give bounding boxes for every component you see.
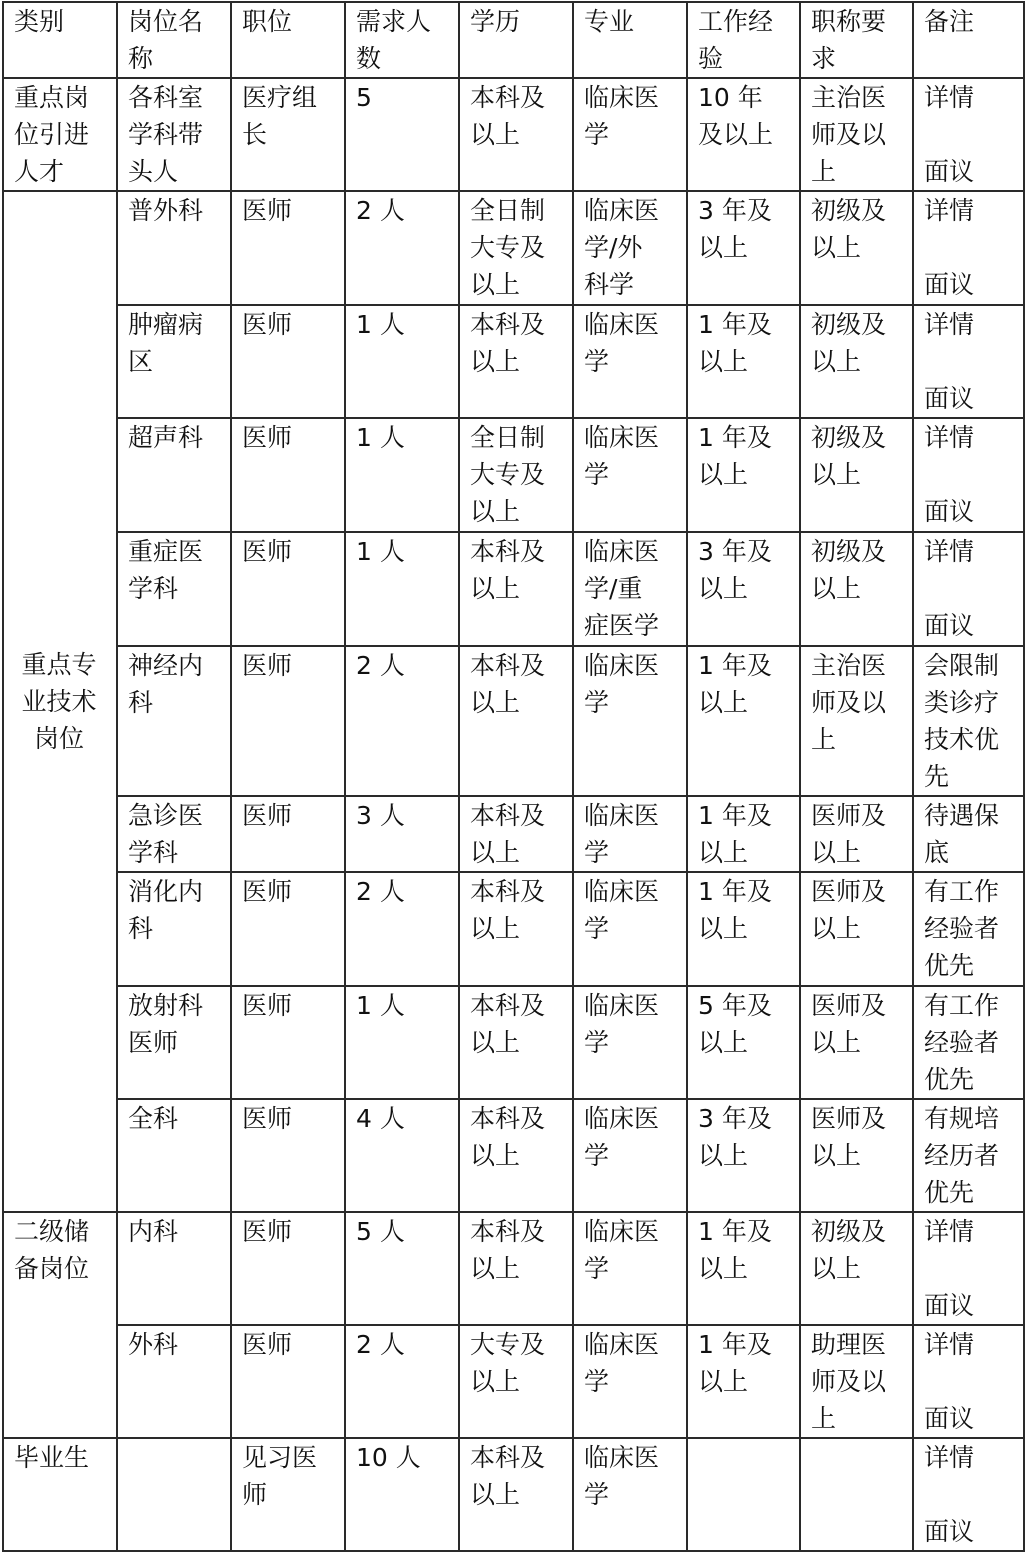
cell-title-requirement: 初级及 以上 (800, 418, 913, 532)
cell-title-requirement (800, 1438, 913, 1551)
cell-count: 3 人 (345, 796, 459, 872)
cell-title-requirement: 初级及 以上 (800, 191, 913, 305)
cell-post: 普外科 (117, 191, 231, 305)
cell-count: 2 人 (345, 191, 459, 305)
cell-education: 本科及 以上 (459, 986, 573, 1099)
cell-major: 临床医 学/外 科学 (573, 191, 687, 305)
cell-position: 医师 (231, 532, 345, 646)
cell-note: 详情 面议 (913, 78, 1024, 191)
cell-position: 医师 (231, 646, 345, 796)
table-row (3, 532, 1024, 646)
cell-experience: 1 年及 以上 (687, 796, 800, 872)
cell-experience: 5 年及 以上 (687, 986, 800, 1099)
cell-major: 临床医 学 (573, 1099, 687, 1212)
header-post-name: 岗位名 称 (117, 2, 231, 78)
header-education: 学历 (459, 2, 573, 78)
cell-major: 临床医 学 (573, 796, 687, 872)
cell-post (117, 1438, 231, 1551)
cell-experience: 1 年及 以上 (687, 418, 800, 532)
cell-education: 本科及 以上 (459, 1212, 573, 1325)
recruitment-table (2, 1, 1025, 1552)
cell-post: 超声科 (117, 418, 231, 532)
cell-count: 2 人 (345, 646, 459, 796)
cell-experience: 1 年及 以上 (687, 646, 800, 796)
cell-experience: 1 年及 以上 (687, 872, 800, 986)
cell-education: 本科及 以上 (459, 305, 573, 418)
header-category: 类别 (3, 2, 117, 78)
cell-count: 5 (345, 78, 459, 191)
cell-experience: 1 年及 以上 (687, 1212, 800, 1325)
table-row (3, 1438, 1024, 1551)
cell-title-requirement: 医师及 以上 (800, 986, 913, 1099)
cell-count: 4 人 (345, 1099, 459, 1212)
cell-position: 医师 (231, 1212, 345, 1325)
cell-note: 有规培 经历者 优先 (913, 1099, 1024, 1212)
cell-post: 全科 (117, 1099, 231, 1212)
cell-experience: 3 年及 以上 (687, 1099, 800, 1212)
cell-note: 有工作 经验者 优先 (913, 872, 1024, 986)
cell-post: 重症医 学科 (117, 532, 231, 646)
cell-major: 临床医 学 (573, 872, 687, 986)
cell-position: 医师 (231, 1099, 345, 1212)
cell-note: 详情 面议 (913, 305, 1024, 418)
cell-experience: 1 年及 以上 (687, 1325, 800, 1438)
header-title-requirement: 职称要 求 (800, 2, 913, 78)
cell-major: 临床医 学 (573, 78, 687, 191)
cell-count: 2 人 (345, 1325, 459, 1438)
cell-position: 医师 (231, 986, 345, 1099)
cell-title-requirement: 初级及 以上 (800, 305, 913, 418)
cell-education: 本科及 以上 (459, 532, 573, 646)
table-row (3, 418, 1024, 532)
category-key-tech: 重点专 业技术 岗位 (3, 191, 117, 1212)
table-row (3, 796, 1024, 872)
header-experience: 工作经 验 (687, 2, 800, 78)
cell-note: 详情 面议 (913, 191, 1024, 305)
cell-title-requirement: 医师及 以上 (800, 1099, 913, 1212)
cell-post: 神经内 科 (117, 646, 231, 796)
table-row (3, 872, 1024, 986)
table-row (3, 1099, 1024, 1212)
cell-note: 详情 面议 (913, 418, 1024, 532)
cell-title-requirement: 初级及 以上 (800, 532, 913, 646)
cell-position: 医师 (231, 418, 345, 532)
cell-post: 急诊医 学科 (117, 796, 231, 872)
table-row (3, 78, 1024, 191)
cell-position: 见习医 师 (231, 1438, 345, 1551)
cell-note: 详情 面议 (913, 1438, 1024, 1551)
cell-count: 5 人 (345, 1212, 459, 1325)
cell-title-requirement: 助理医 师及以 上 (800, 1325, 913, 1438)
table-row (3, 646, 1024, 796)
category-reserve: 二级储 备岗位 (3, 1212, 117, 1438)
category-graduate: 毕业生 (3, 1438, 117, 1551)
header-count: 需求人 数 (345, 2, 459, 78)
table-row (3, 1325, 1024, 1438)
cell-title-requirement: 主治医 师及以 上 (800, 78, 913, 191)
cell-education: 本科及 以上 (459, 1438, 573, 1551)
cell-major: 临床医 学 (573, 305, 687, 418)
cell-position: 医师 (231, 191, 345, 305)
cell-post: 各科室 学科带 头人 (117, 78, 231, 191)
cell-count: 1 人 (345, 532, 459, 646)
table-row (3, 305, 1024, 418)
cell-position: 医师 (231, 305, 345, 418)
cell-title-requirement: 医师及 以上 (800, 796, 913, 872)
cell-major: 临床医 学 (573, 1438, 687, 1551)
cell-major: 临床医 学 (573, 986, 687, 1099)
cell-count: 2 人 (345, 872, 459, 986)
header-position: 职位 (231, 2, 345, 78)
cell-major: 临床医 学 (573, 418, 687, 532)
header-major: 专业 (573, 2, 687, 78)
cell-post: 肿瘤病 区 (117, 305, 231, 418)
cell-education: 本科及 以上 (459, 796, 573, 872)
cell-post: 内科 (117, 1212, 231, 1325)
header-row (3, 2, 1024, 78)
cell-title-requirement: 医师及 以上 (800, 872, 913, 986)
cell-note: 详情 面议 (913, 1212, 1024, 1325)
cell-education: 大专及 以上 (459, 1325, 573, 1438)
cell-experience: 3 年及 以上 (687, 191, 800, 305)
cell-post: 消化内 科 (117, 872, 231, 986)
cell-experience: 10 年 及以上 (687, 78, 800, 191)
cell-title-requirement: 初级及 以上 (800, 1212, 913, 1325)
cell-count: 1 人 (345, 418, 459, 532)
table-row (3, 986, 1024, 1099)
cell-education: 本科及 以上 (459, 646, 573, 796)
cell-experience (687, 1438, 800, 1551)
cell-major: 临床医 学 (573, 1212, 687, 1325)
cell-note: 有工作 经验者 优先 (913, 986, 1024, 1099)
cell-position: 医师 (231, 872, 345, 986)
cell-major: 临床医 学 (573, 1325, 687, 1438)
cell-post: 放射科 医师 (117, 986, 231, 1099)
cell-education: 全日制 大专及 以上 (459, 191, 573, 305)
cell-note: 详情 面议 (913, 1325, 1024, 1438)
cell-education: 本科及 以上 (459, 78, 573, 191)
cell-note: 待遇保 底 (913, 796, 1024, 872)
cell-position: 医师 (231, 796, 345, 872)
cell-count: 1 人 (345, 986, 459, 1099)
cell-count: 1 人 (345, 305, 459, 418)
cell-education: 本科及 以上 (459, 872, 573, 986)
cell-position: 医师 (231, 1325, 345, 1438)
header-note: 备注 (913, 2, 1024, 78)
cell-post: 外科 (117, 1325, 231, 1438)
cell-education: 本科及 以上 (459, 1099, 573, 1212)
cell-major: 临床医 学/重 症医学 (573, 532, 687, 646)
cell-position: 医疗组 长 (231, 78, 345, 191)
cell-count: 10 人 (345, 1438, 459, 1551)
category-key-talent: 重点岗 位引进 人才 (3, 78, 117, 191)
cell-note: 详情 面议 (913, 532, 1024, 646)
cell-major: 临床医 学 (573, 646, 687, 796)
table-row (3, 191, 1024, 305)
cell-experience: 3 年及 以上 (687, 532, 800, 646)
table-row (3, 1212, 1024, 1325)
cell-experience: 1 年及 以上 (687, 305, 800, 418)
cell-title-requirement: 主治医 师及以 上 (800, 646, 913, 796)
cell-note: 会限制 类诊疗 技术优 先 (913, 646, 1024, 796)
cell-education: 全日制 大专及 以上 (459, 418, 573, 532)
